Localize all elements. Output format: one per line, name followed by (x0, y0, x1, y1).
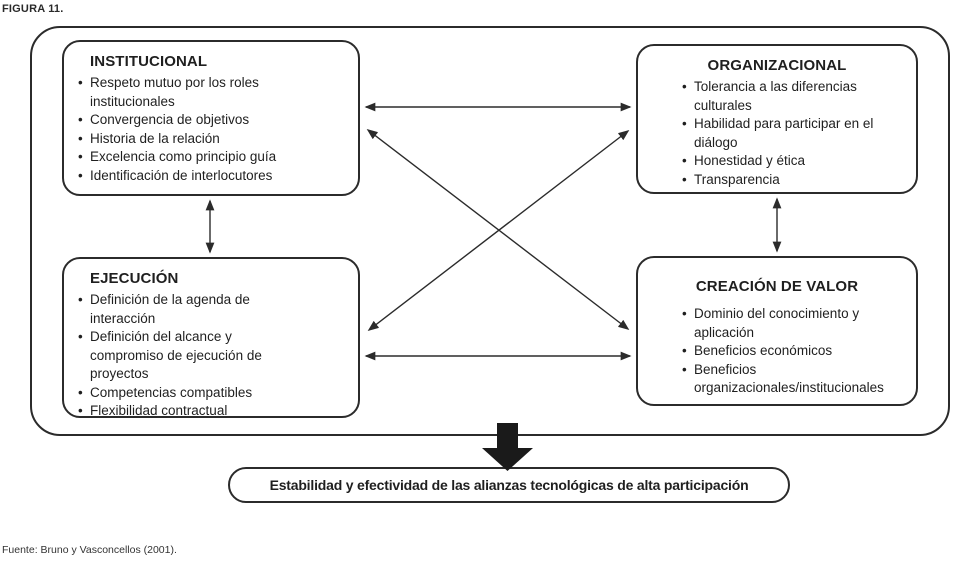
bullet-item: • Excelencia como principio guía (90, 148, 354, 167)
bullet-item: • Dominio del conocimiento y aplicación (694, 305, 914, 342)
bullet-item: • Honestidad y ética (694, 152, 914, 171)
bullet-item: • Beneficios organizacionales/institucionales (694, 361, 914, 398)
bullet-list (638, 78, 916, 189)
bullet-item: • Convergencia de objetivos (90, 111, 354, 130)
bullet-item: • Flexibilidad contractual (90, 402, 354, 421)
bullet-item: • Definición del alcance y compromiso de ejecución de proyectos (90, 328, 354, 384)
box-title: ORGANIZACIONAL (707, 57, 847, 74)
bullet-item: • Habilidad para participar en el diálogo (694, 115, 914, 152)
box-title: CREACIÓN DE VALOR (695, 278, 859, 295)
result-box (228, 467, 790, 503)
bullet-item: • Identificación de interlocutores (90, 167, 354, 186)
source-note: Fuente: Bruno y Vasconcellos (2001). (2, 544, 177, 556)
bullet-item: • Transparencia (694, 171, 914, 190)
bullet-item: • Competencias compatibles (90, 384, 354, 403)
bullet-item: • Tolerancia a las diferencias culturales (694, 78, 914, 115)
bullet-item: • Beneficios económicos (694, 342, 914, 361)
box-creacion-de-valor (636, 256, 918, 406)
bullet-item: • Historia de la relación (90, 130, 354, 149)
bullet-list (638, 305, 916, 398)
bullet-item: • Definición de la agenda de interacción (90, 291, 354, 328)
box-ejecucion (62, 257, 360, 418)
box-institucional (62, 40, 360, 196)
box-title: INSTITUCIONAL (90, 53, 208, 70)
bullet-list (64, 291, 358, 421)
box-organizacional (636, 44, 918, 194)
bullet-list (64, 74, 358, 185)
result-label: Estabilidad y efectividad de las alianzas tecnológicas de alta participación (269, 477, 749, 493)
box-title: EJECUCIÓN (90, 270, 179, 287)
bullet-item: • Respeto mutuo por los roles institucionales (90, 74, 354, 111)
figure-label: FIGURA 11. (2, 3, 64, 15)
